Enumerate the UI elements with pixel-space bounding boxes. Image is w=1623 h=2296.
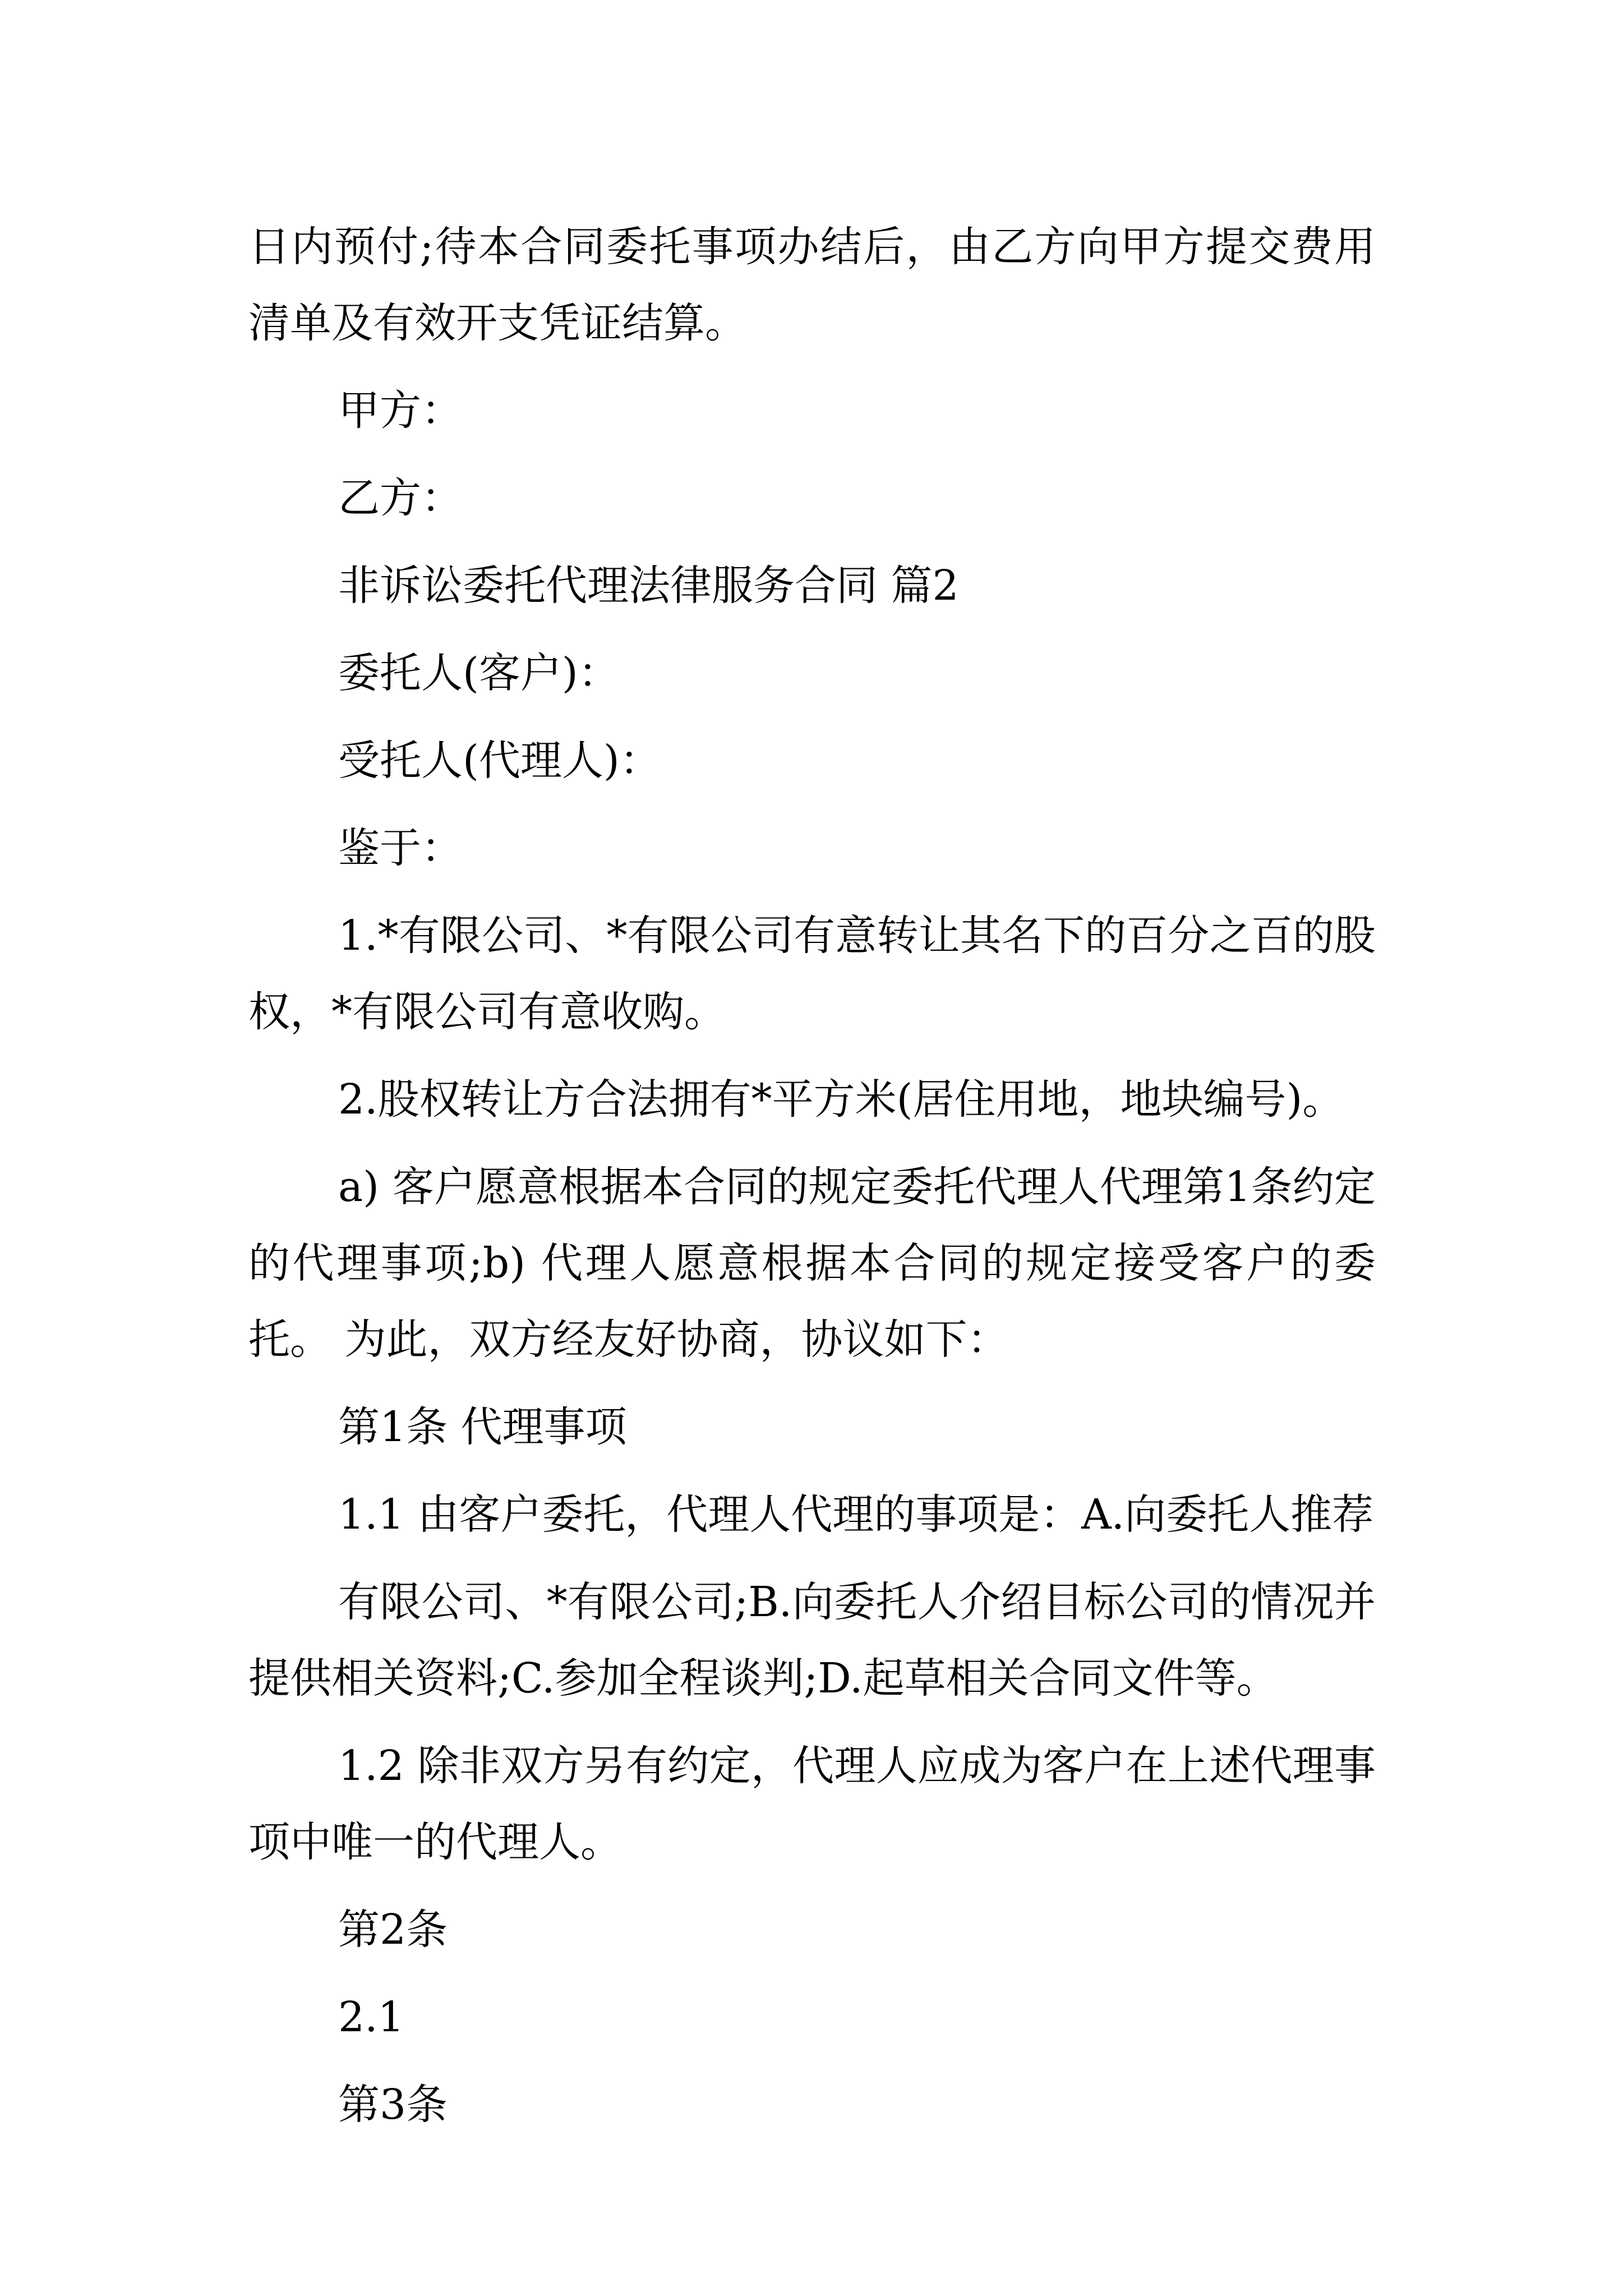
whereas-label: 鉴于： <box>338 824 463 872</box>
clause-1-2: 1.2 除非双方另有约定，代理人应成为客户在上述代理事项中唯一的代理人。 <box>248 1742 1376 1866</box>
paragraph-continuation: 日内预付;待本合同委托事项办结后，由乙方向甲方提交费用清单及有效开支凭证结算。 <box>248 223 1376 347</box>
article-3-heading: 第3条 <box>338 2081 448 2129</box>
whereas-item-2: 2.股权转让方合法拥有*平方米(居住用地，地块编号)。 <box>338 1075 1344 1124</box>
whereas-item-1: 1.*有限公司、*有限公司有意转让其名下的百分之百的股权，*有限公司有意收购。 <box>248 912 1376 1036</box>
client-label: 委托人(客户)： <box>338 649 620 697</box>
clause-2-1: 2.1 <box>338 1993 404 2041</box>
article-1-heading: 第1条 代理事项 <box>338 1403 627 1451</box>
agent-label: 受托人(代理人)： <box>338 737 661 785</box>
clause-1-1-continued: 有限公司、*有限公司;B.向委托人介绍目标公司的情况并提供相关资料;C.参加全程谈判;D.起草相关合同文件等。 <box>248 1578 1376 1703</box>
whereas-item-a-b: a) 客户愿意根据本合同的规定委托代理人代理第1条约定的代理事项;b) 代理人愿意根据本合同的规定接受客户的委托。 为此，双方经友好协商，协议如下： <box>248 1163 1376 1364</box>
clause-1-1: 1.1 由客户委托，代理人代理的事项是：A.向委托人推荐 <box>338 1490 1374 1539</box>
party-b-label: 乙方： <box>338 474 463 522</box>
contract-title: 非诉讼委托代理法律服务合同 篇2 <box>338 562 959 610</box>
article-2-heading: 第2条 <box>338 1906 448 1954</box>
party-a-label: 甲方： <box>338 386 463 435</box>
document-body <box>248 209 1376 2143</box>
